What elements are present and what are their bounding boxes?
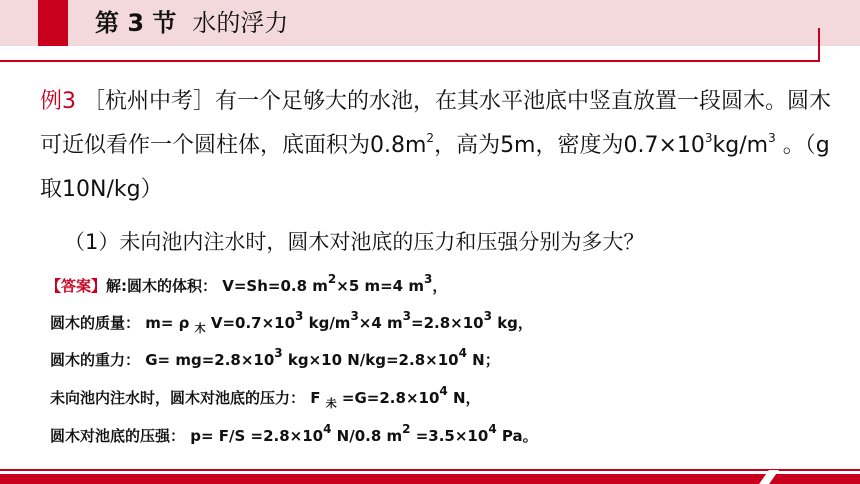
superscript: 3 (402, 309, 412, 323)
superscript: 4 (439, 384, 448, 398)
superscript: 4 (488, 422, 497, 436)
answer-tag: 【答案】 (46, 277, 107, 295)
superscript: 2 (402, 422, 411, 436)
answer-line-4 (50, 384, 481, 410)
superscript: 3 (483, 309, 492, 323)
problem-source: ［杭州中考］ (83, 89, 216, 114)
answer-text: 圆木对池底的压强： p= F/S =2.8×10 (50, 427, 324, 445)
answer-text: =2.8×10 (411, 314, 484, 332)
answer-text: N； (466, 351, 500, 369)
answer-text: 圆木的重力： G= mg=2.8×10 (50, 351, 275, 369)
superscript: 3 (295, 309, 304, 323)
question-1: （1）未向池内注水时，圆木对池底的压力和压强分别为多大？ (64, 230, 645, 254)
page-title (95, 6, 288, 40)
frame-divider-line (0, 60, 820, 62)
answer-line-3 (50, 346, 500, 371)
superscript: 2 (426, 130, 435, 145)
problem-text: 。（g取10N/kg） (40, 133, 830, 202)
footer-band (0, 474, 860, 484)
frame-corner-vertical (818, 28, 820, 62)
answer-text: =3.5×10 (410, 427, 489, 445)
problem-text: 有一个足够大的水池，在其水平池底中竖直放置一段圆木。圆木可近似看作一个圆柱体，底面积为0.8m (40, 89, 832, 158)
problem-text: ，高为5m，密度为0.7×10 (434, 133, 705, 158)
superscript: 3 (704, 130, 713, 145)
section-number: 第 3 节 (95, 9, 177, 37)
answer-line-1 (46, 272, 448, 297)
subscript: 未 (325, 397, 337, 410)
answer-text: N/0.8 m (331, 427, 403, 445)
answer-text: =G=2.8×10 (336, 389, 440, 407)
answer-text: Pa。 (496, 427, 538, 445)
answer-text: ， (432, 277, 448, 295)
superscript: 3 (768, 130, 776, 145)
answer-text: ×5 m=4 m (336, 277, 424, 295)
footer-line (0, 469, 860, 471)
answer-text: V=0.7×10 (205, 314, 296, 332)
header-accent-block (38, 0, 68, 46)
problem-statement (40, 80, 840, 212)
superscript: 2 (327, 272, 337, 286)
answer-text: kg/m (303, 314, 351, 332)
answer-text: ×4 m (358, 314, 403, 332)
section-topic: 水的浮力 (192, 9, 289, 37)
superscript: 3 (423, 272, 433, 286)
example-label: 例3 (40, 89, 76, 114)
answer-text: kg×10 N/kg=2.8×10 (282, 351, 459, 369)
subscript: 木 (194, 322, 206, 335)
problem-text: kg/m (712, 133, 769, 158)
answer-text: kg， (491, 314, 533, 332)
answer-text: 未向池内注水时，圆木对池底的压力： F (50, 389, 326, 407)
answer-text: 圆木的质量： m= ρ (50, 314, 195, 332)
answer-line-2 (50, 309, 533, 335)
answer-text: 解:圆木的体积： V=Sh=0.8 m (106, 277, 328, 295)
superscript: 4 (458, 346, 467, 360)
answer-text: N， (447, 389, 481, 407)
answer-line-5 (50, 422, 538, 447)
superscript: 3 (350, 309, 359, 323)
superscript: 3 (274, 346, 283, 360)
superscript: 4 (323, 422, 332, 436)
